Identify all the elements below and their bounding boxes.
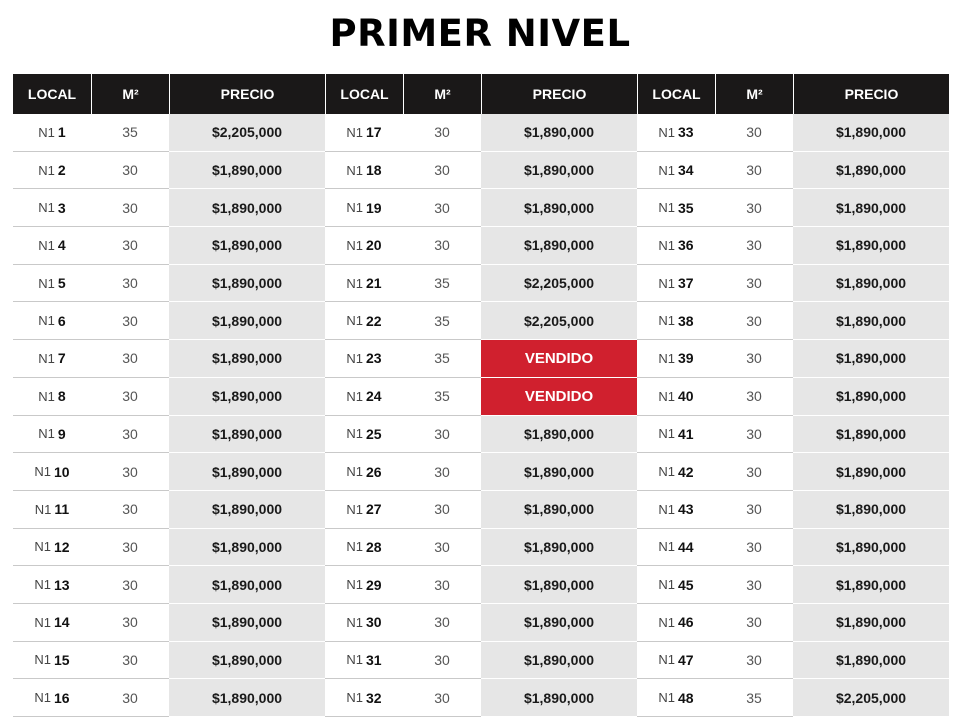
local-prefix: N1 xyxy=(38,313,55,329)
local-cell xyxy=(13,114,91,152)
price-cell: $1,890,000 xyxy=(793,604,949,642)
m2-cell: 30 xyxy=(715,378,793,416)
page-title: PRIMER NIVEL xyxy=(329,12,631,55)
local-number: 16 xyxy=(54,689,70,706)
m2-cell: 30 xyxy=(403,453,481,491)
m2-cell: 35 xyxy=(715,679,793,717)
local-number: 7 xyxy=(57,350,66,367)
m2-cell: 30 xyxy=(91,604,169,642)
local-prefix: N1 xyxy=(346,652,364,668)
local-cell xyxy=(637,189,715,227)
local-cell xyxy=(13,416,91,454)
local-cell xyxy=(637,265,715,303)
local-number: 22 xyxy=(366,312,382,329)
m2-cell: 30 xyxy=(91,566,169,604)
local-cell xyxy=(325,114,403,152)
m2-cell: 30 xyxy=(91,302,169,340)
local-cell xyxy=(637,566,715,604)
local-cell xyxy=(13,566,91,604)
m2-cell: 30 xyxy=(91,152,169,190)
local-prefix: N1 xyxy=(658,124,676,140)
m2-cell: 30 xyxy=(403,566,481,604)
price-cell: $2,205,000 xyxy=(793,679,949,717)
local-header: LOCAL xyxy=(325,74,403,114)
price-cell: $1,890,000 xyxy=(481,453,637,491)
local-cell xyxy=(13,227,91,265)
local-number: 33 xyxy=(678,124,694,141)
m2-cell: 30 xyxy=(403,227,481,265)
m2-cell: 35 xyxy=(403,378,481,416)
local-cell xyxy=(637,378,715,416)
local-prefix: N1 xyxy=(38,237,55,253)
price-cell: $1,890,000 xyxy=(481,114,637,152)
price-cell: $1,890,000 xyxy=(481,529,637,567)
local-number: 6 xyxy=(57,312,66,329)
local-prefix: N1 xyxy=(346,350,364,366)
price-cell: $1,890,000 xyxy=(793,265,949,303)
local-number: 40 xyxy=(678,388,694,405)
m2-cell: 30 xyxy=(403,416,481,454)
local-number: 5 xyxy=(57,275,66,292)
price-cell: $1,890,000 xyxy=(169,453,325,491)
local-cell xyxy=(13,453,91,491)
local-cell xyxy=(637,529,715,567)
local-cell xyxy=(325,302,403,340)
m2-header: M² xyxy=(715,74,793,114)
sold-badge: VENDIDO xyxy=(481,340,637,378)
price-cell: $1,890,000 xyxy=(169,340,325,378)
local-cell xyxy=(13,340,91,378)
local-number: 28 xyxy=(366,538,382,555)
local-prefix: N1 xyxy=(34,614,52,630)
local-prefix: N1 xyxy=(658,388,676,404)
m2-cell: 30 xyxy=(715,604,793,642)
local-number: 13 xyxy=(54,576,70,593)
local-prefix: N1 xyxy=(34,652,52,668)
price-cell: $1,890,000 xyxy=(793,189,949,227)
local-prefix: N1 xyxy=(658,426,676,442)
local-cell xyxy=(13,152,91,190)
m2-cell: 35 xyxy=(91,114,169,152)
local-prefix: N1 xyxy=(38,388,55,404)
local-prefix: N1 xyxy=(658,539,676,555)
price-cell: $1,890,000 xyxy=(481,642,637,680)
local-number: 27 xyxy=(366,501,382,518)
price-cell: $1,890,000 xyxy=(169,566,325,604)
m2-cell: 30 xyxy=(715,416,793,454)
local-number: 23 xyxy=(366,350,382,367)
local-cell xyxy=(13,679,91,717)
price-cell: $1,890,000 xyxy=(169,491,325,529)
price-cell: $1,890,000 xyxy=(793,227,949,265)
m2-cell: 30 xyxy=(403,604,481,642)
price-cell: $2,205,000 xyxy=(169,114,325,152)
local-number: 47 xyxy=(678,651,694,668)
local-prefix: N1 xyxy=(658,501,676,517)
m2-cell: 30 xyxy=(715,491,793,529)
local-cell xyxy=(13,378,91,416)
local-number: 48 xyxy=(678,689,694,706)
m2-cell: 30 xyxy=(715,189,793,227)
local-prefix: N1 xyxy=(346,313,364,329)
local-number: 14 xyxy=(54,614,70,631)
local-prefix: N1 xyxy=(34,464,52,480)
price-cell: $1,890,000 xyxy=(793,566,949,604)
local-prefix: N1 xyxy=(38,275,55,291)
local-prefix: N1 xyxy=(658,162,676,178)
local-prefix: N1 xyxy=(346,237,364,253)
m2-cell: 30 xyxy=(715,227,793,265)
local-prefix: N1 xyxy=(346,501,364,517)
m2-cell: 30 xyxy=(715,302,793,340)
m2-cell: 30 xyxy=(91,378,169,416)
local-prefix: N1 xyxy=(346,539,364,555)
price-cell: $1,890,000 xyxy=(793,302,949,340)
m2-header: M² xyxy=(403,74,481,114)
local-cell xyxy=(637,679,715,717)
m2-cell: 30 xyxy=(715,114,793,152)
local-cell xyxy=(637,302,715,340)
price-cell: $1,890,000 xyxy=(793,642,949,680)
m2-cell: 30 xyxy=(715,340,793,378)
local-number: 17 xyxy=(366,124,382,141)
price-cell: $1,890,000 xyxy=(169,679,325,717)
local-prefix: N1 xyxy=(658,690,676,706)
price-cell: $1,890,000 xyxy=(793,491,949,529)
local-number: 21 xyxy=(366,275,382,292)
local-cell xyxy=(325,604,403,642)
local-prefix: N1 xyxy=(658,275,676,291)
m2-cell: 30 xyxy=(403,491,481,529)
local-cell xyxy=(637,416,715,454)
price-cell: $1,890,000 xyxy=(169,378,325,416)
local-prefix: N1 xyxy=(346,426,364,442)
price-header: PRECIO xyxy=(481,74,637,114)
local-number: 24 xyxy=(366,388,382,405)
local-number: 39 xyxy=(678,350,694,367)
m2-cell: 30 xyxy=(91,189,169,227)
price-cell: $1,890,000 xyxy=(793,152,949,190)
local-prefix: N1 xyxy=(346,614,364,630)
local-number: 36 xyxy=(678,237,694,254)
m2-cell: 35 xyxy=(403,340,481,378)
local-number: 9 xyxy=(57,425,66,442)
local-cell xyxy=(637,340,715,378)
m2-cell: 30 xyxy=(91,491,169,529)
price-cell: $1,890,000 xyxy=(169,529,325,567)
price-header: PRECIO xyxy=(169,74,325,114)
local-cell xyxy=(325,340,403,378)
local-cell xyxy=(13,604,91,642)
price-cell: $2,205,000 xyxy=(481,302,637,340)
local-number: 10 xyxy=(54,463,70,480)
local-prefix: N1 xyxy=(658,614,676,630)
local-cell xyxy=(637,642,715,680)
local-cell xyxy=(325,265,403,303)
local-prefix: N1 xyxy=(346,690,364,706)
local-prefix: N1 xyxy=(34,577,52,593)
local-prefix: N1 xyxy=(658,350,676,366)
local-number: 43 xyxy=(678,501,694,518)
local-prefix: N1 xyxy=(658,577,676,593)
local-number: 12 xyxy=(54,538,70,555)
price-cell: $1,890,000 xyxy=(169,642,325,680)
local-prefix: N1 xyxy=(38,162,55,178)
price-cell: $1,890,000 xyxy=(793,340,949,378)
local-cell xyxy=(13,265,91,303)
local-cell xyxy=(325,453,403,491)
local-number: 38 xyxy=(678,312,694,329)
local-number: 34 xyxy=(678,162,694,179)
m2-cell: 30 xyxy=(715,529,793,567)
local-number: 44 xyxy=(678,538,694,555)
price-cell: $1,890,000 xyxy=(793,378,949,416)
local-number: 4 xyxy=(57,237,66,254)
local-prefix: N1 xyxy=(346,464,364,480)
local-number: 18 xyxy=(366,162,382,179)
local-cell xyxy=(13,529,91,567)
m2-cell: 30 xyxy=(91,340,169,378)
local-cell xyxy=(13,642,91,680)
local-number: 32 xyxy=(366,689,382,706)
local-cell xyxy=(325,679,403,717)
price-cell: $1,890,000 xyxy=(481,491,637,529)
price-cell: $1,890,000 xyxy=(169,152,325,190)
m2-cell: 30 xyxy=(403,529,481,567)
local-number: 2 xyxy=(57,162,66,179)
local-prefix: N1 xyxy=(346,200,364,216)
local-cell xyxy=(637,152,715,190)
local-number: 3 xyxy=(57,199,66,216)
local-number: 42 xyxy=(678,463,694,480)
local-cell xyxy=(637,227,715,265)
local-cell xyxy=(637,604,715,642)
local-cell xyxy=(325,642,403,680)
price-cell: $1,890,000 xyxy=(481,189,637,227)
local-prefix: N1 xyxy=(38,350,55,366)
price-cell: $1,890,000 xyxy=(793,453,949,491)
local-prefix: N1 xyxy=(346,162,364,178)
local-cell xyxy=(325,227,403,265)
local-cell xyxy=(13,302,91,340)
local-cell xyxy=(637,453,715,491)
price-cell: $1,890,000 xyxy=(481,416,637,454)
local-number: 41 xyxy=(678,425,694,442)
local-number: 29 xyxy=(366,576,382,593)
local-number: 31 xyxy=(366,651,382,668)
local-number: 1 xyxy=(57,124,66,141)
price-cell: $1,890,000 xyxy=(481,604,637,642)
price-cell: $1,890,000 xyxy=(481,152,637,190)
local-prefix: N1 xyxy=(346,124,364,140)
price-cell: $1,890,000 xyxy=(169,189,325,227)
m2-cell: 30 xyxy=(91,529,169,567)
m2-cell: 30 xyxy=(91,453,169,491)
price-cell: $1,890,000 xyxy=(793,114,949,152)
price-cell: $1,890,000 xyxy=(169,604,325,642)
local-prefix: N1 xyxy=(658,652,676,668)
m2-cell: 30 xyxy=(91,227,169,265)
m2-cell: 30 xyxy=(403,114,481,152)
local-number: 20 xyxy=(366,237,382,254)
local-cell xyxy=(325,152,403,190)
local-header: LOCAL xyxy=(637,74,715,114)
price-cell: $1,890,000 xyxy=(169,227,325,265)
local-number: 15 xyxy=(54,651,70,668)
price-cell: $1,890,000 xyxy=(793,529,949,567)
local-cell xyxy=(325,566,403,604)
price-cell: $1,890,000 xyxy=(793,416,949,454)
m2-cell: 30 xyxy=(91,679,169,717)
m2-cell: 35 xyxy=(403,265,481,303)
local-number: 37 xyxy=(678,275,694,292)
local-prefix: N1 xyxy=(658,200,676,216)
local-number: 45 xyxy=(678,576,694,593)
local-number: 11 xyxy=(54,501,70,518)
m2-cell: 30 xyxy=(715,152,793,190)
price-table xyxy=(13,74,949,717)
price-cell: $1,890,000 xyxy=(481,227,637,265)
local-cell xyxy=(325,529,403,567)
m2-cell: 30 xyxy=(715,566,793,604)
local-prefix: N1 xyxy=(38,124,55,140)
local-number: 8 xyxy=(57,388,66,405)
m2-cell: 30 xyxy=(715,642,793,680)
price-header: PRECIO xyxy=(793,74,949,114)
local-number: 25 xyxy=(366,425,382,442)
local-cell xyxy=(13,491,91,529)
local-cell xyxy=(637,491,715,529)
m2-cell: 30 xyxy=(403,642,481,680)
m2-header: M² xyxy=(91,74,169,114)
m2-cell: 30 xyxy=(91,265,169,303)
local-cell xyxy=(325,491,403,529)
local-prefix: N1 xyxy=(346,577,364,593)
local-prefix: N1 xyxy=(658,464,676,480)
price-cell: $1,890,000 xyxy=(169,302,325,340)
local-prefix: N1 xyxy=(34,690,52,706)
local-prefix: N1 xyxy=(38,200,55,216)
price-cell: $1,890,000 xyxy=(169,265,325,303)
local-prefix: N1 xyxy=(34,501,52,517)
local-header: LOCAL xyxy=(13,74,91,114)
local-number: 30 xyxy=(366,614,382,631)
local-prefix: N1 xyxy=(658,237,676,253)
local-prefix: N1 xyxy=(346,275,364,291)
local-cell xyxy=(637,114,715,152)
local-number: 26 xyxy=(366,463,382,480)
local-cell xyxy=(325,378,403,416)
m2-cell: 30 xyxy=(91,642,169,680)
price-cell: $1,890,000 xyxy=(169,416,325,454)
local-prefix: N1 xyxy=(38,426,55,442)
local-prefix: N1 xyxy=(658,313,676,329)
price-cell: $1,890,000 xyxy=(481,566,637,604)
sold-badge: VENDIDO xyxy=(481,378,637,416)
price-cell: $2,205,000 xyxy=(481,265,637,303)
m2-cell: 30 xyxy=(403,189,481,227)
m2-cell: 30 xyxy=(91,416,169,454)
local-number: 46 xyxy=(678,614,694,631)
m2-cell: 30 xyxy=(715,265,793,303)
local-cell xyxy=(13,189,91,227)
local-prefix: N1 xyxy=(34,539,52,555)
local-cell xyxy=(325,189,403,227)
local-number: 35 xyxy=(678,199,694,216)
m2-cell: 30 xyxy=(403,679,481,717)
price-cell: $1,890,000 xyxy=(481,679,637,717)
local-number: 19 xyxy=(366,199,382,216)
local-prefix: N1 xyxy=(346,388,364,404)
local-cell xyxy=(325,416,403,454)
m2-cell: 30 xyxy=(715,453,793,491)
m2-cell: 35 xyxy=(403,302,481,340)
m2-cell: 30 xyxy=(403,152,481,190)
